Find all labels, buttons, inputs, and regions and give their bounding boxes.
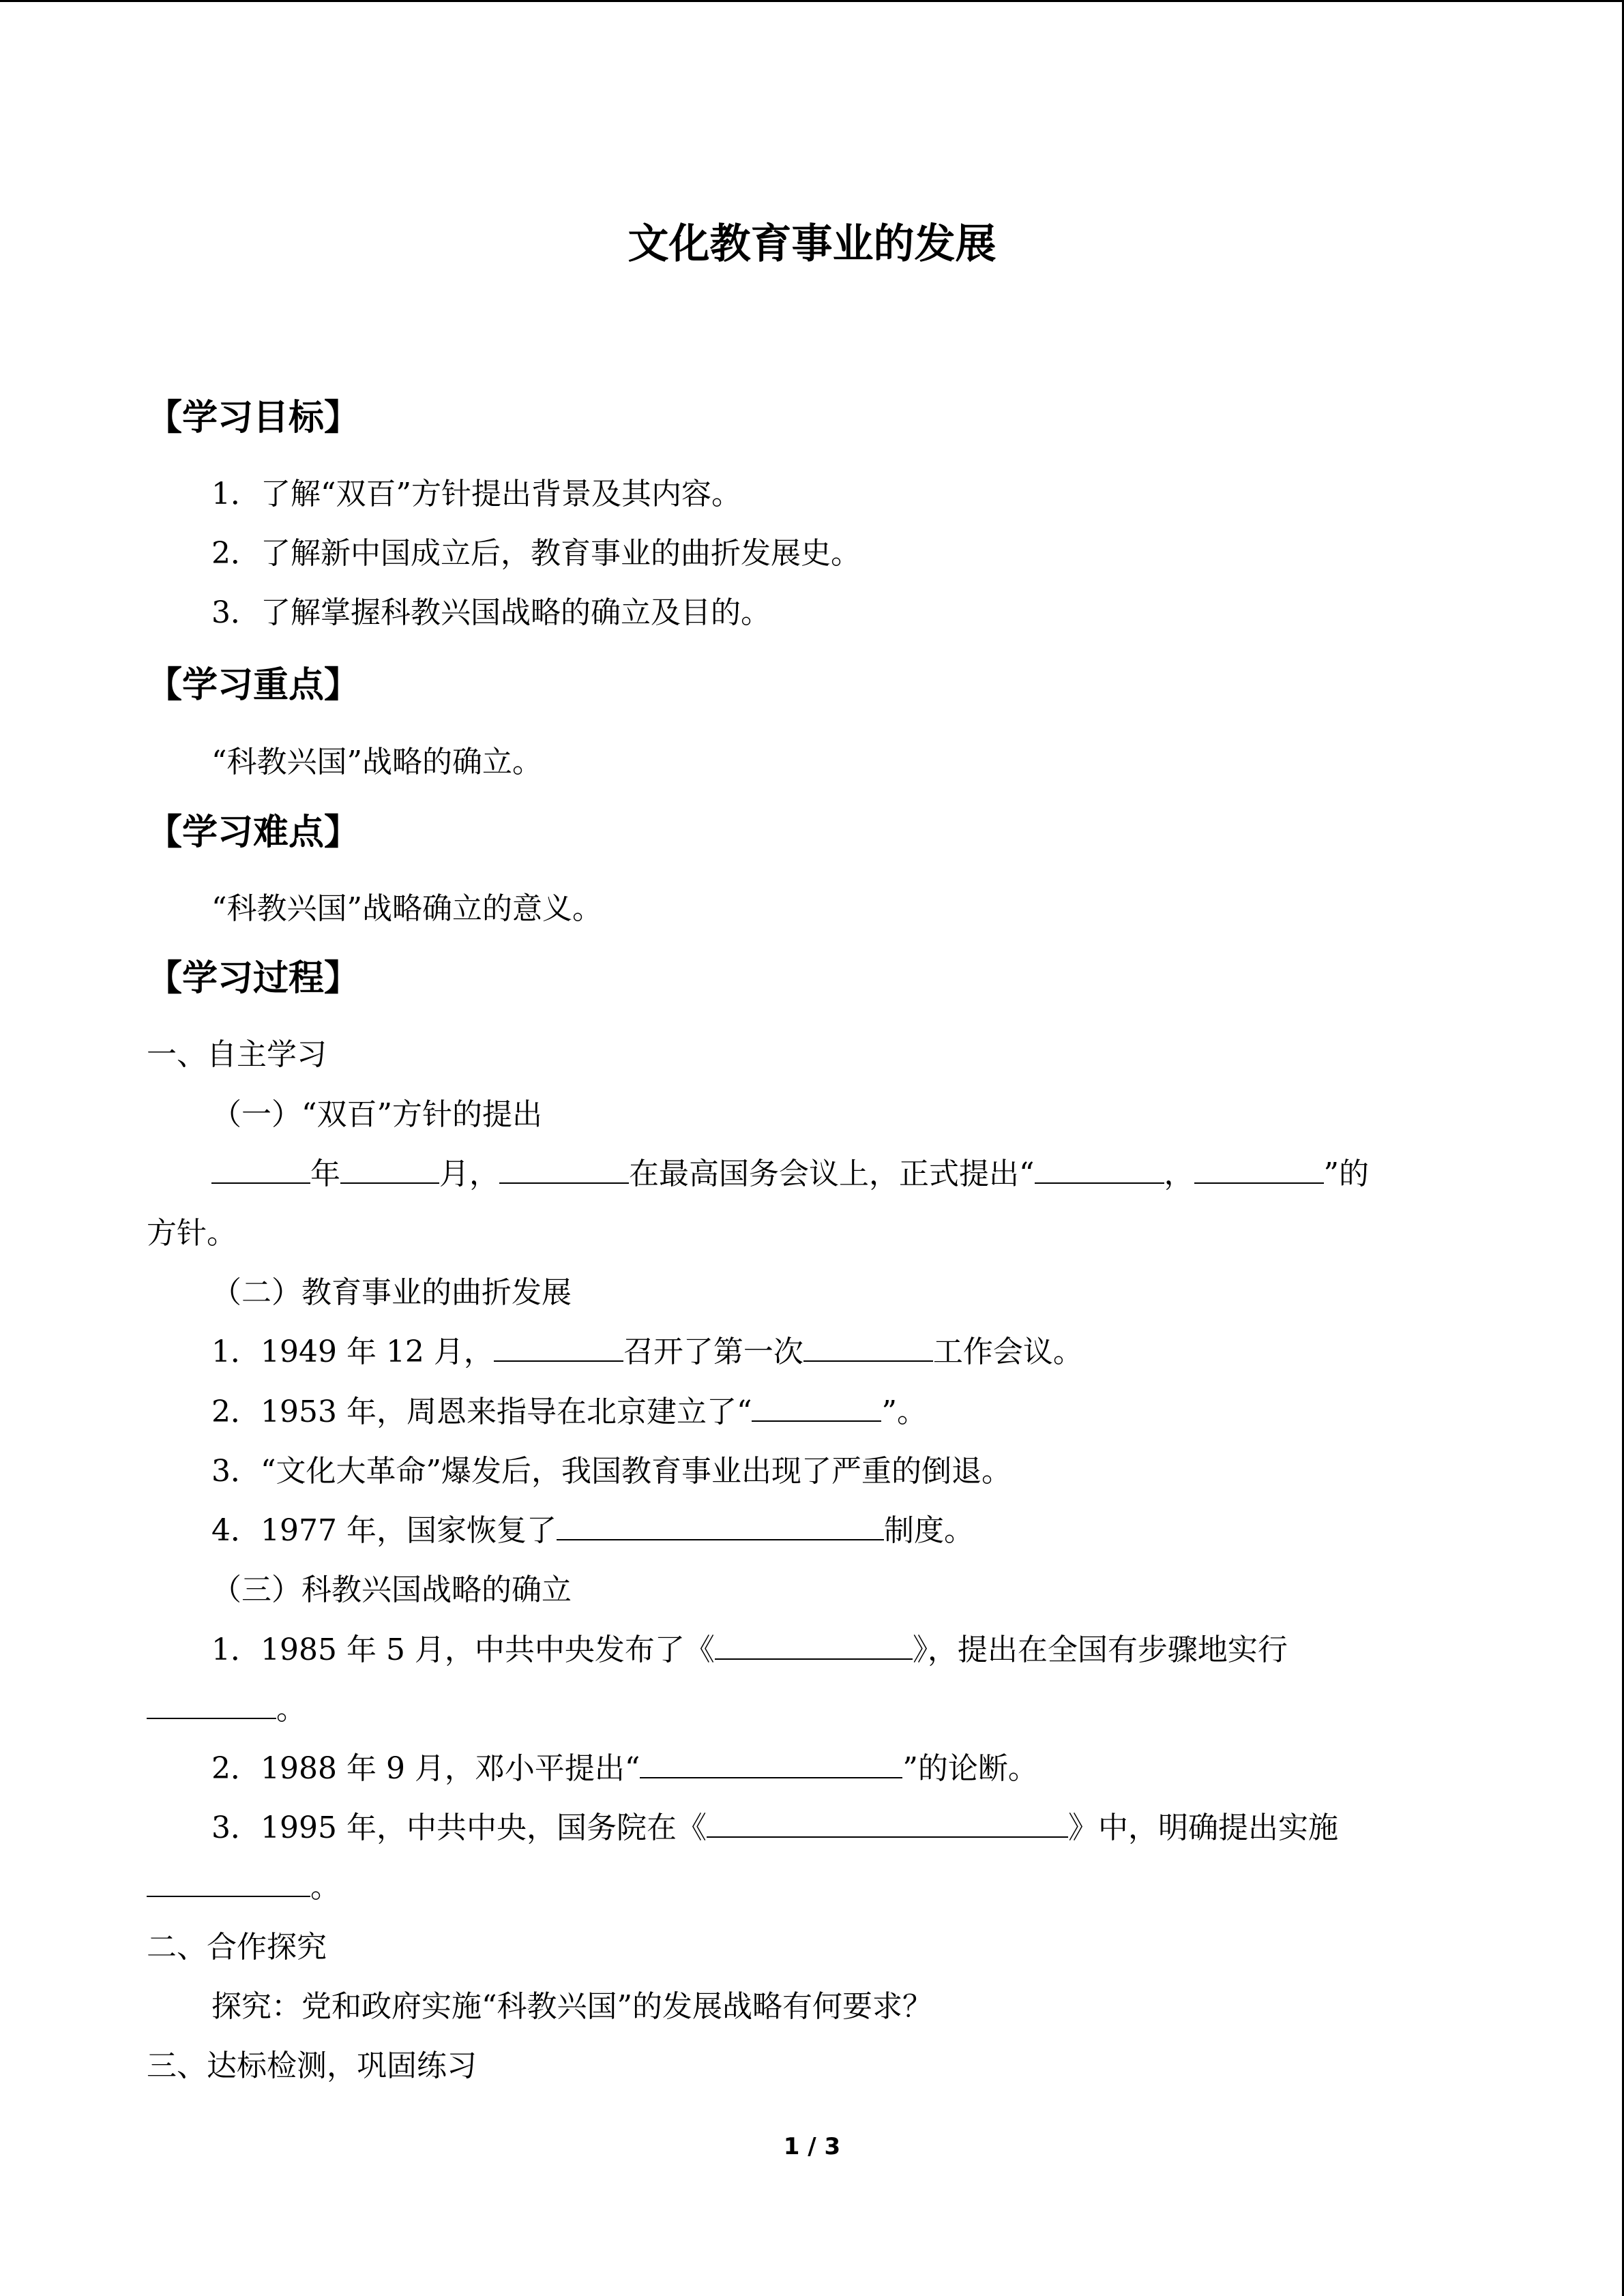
page-number: 1 / 3 xyxy=(783,2133,841,2160)
blank-month[interactable] xyxy=(340,1155,439,1184)
sub1-title: （一）“双百”方针的提出 xyxy=(211,1097,542,1132)
sub3-item-1: 1．1985 年 5 月，中共中央发布了《 》，提出在全国有步骤地实行 xyxy=(211,1632,1288,1667)
blank-1995-doc[interactable] xyxy=(707,1809,1068,1838)
blank-year[interactable] xyxy=(211,1155,310,1184)
heading-objectives: 【学习目标】 xyxy=(147,398,360,438)
sub3-item-1-cont: 。 xyxy=(147,1689,306,1730)
part2-text: 探究：党和政府实施“科教兴国”的发展战略有何要求？ xyxy=(211,1989,932,2024)
difficulties-text: “科教兴国”战略确立的意义。 xyxy=(211,891,602,926)
part1-title: 一、自主学习 xyxy=(147,1037,327,1072)
objective-item-2: 2．了解新中国成立后，教育事业的曲折发展史。 xyxy=(211,536,861,571)
objective-item-3: 3．了解掌握科教兴国战略的确立及目的。 xyxy=(211,595,771,630)
heading-difficulties: 【学习难点】 xyxy=(147,812,360,853)
key-points-text: “科教兴国”战略的确立。 xyxy=(211,745,542,779)
sub1-line2: 方针。 xyxy=(147,1216,237,1251)
sub3-item-2: 2．1988 年 9 月，邓小平提出“ ”的论断。 xyxy=(211,1751,1038,1786)
sub2-item-4: 4．1977 年，国家恢复了 制度。 xyxy=(211,1513,974,1548)
top-border xyxy=(0,0,1624,2)
sub2-item-3: 3．“文化大革命”爆发后，我国教育事业出现了严重的倒退。 xyxy=(211,1454,1012,1489)
blank-policy-2[interactable] xyxy=(1194,1155,1324,1184)
blank-1949-org[interactable] xyxy=(494,1333,623,1362)
sub1-fill-line: 年 月， 在最高国务会议上，正式提出“ ， ”的 xyxy=(211,1154,1369,1195)
sub3-item-3: 3．1995 年，中共中央，国务院在《 》中，明确提出实施 xyxy=(211,1810,1338,1845)
sub2-title: （二）教育事业的曲折发展 xyxy=(211,1275,572,1310)
blank-1985-doc[interactable] xyxy=(715,1631,913,1660)
heading-process: 【学习过程】 xyxy=(147,958,360,999)
blank-1953[interactable] xyxy=(752,1393,881,1422)
part2-title: 二、合作探究 xyxy=(147,1930,327,1965)
blank-person[interactable] xyxy=(499,1155,629,1184)
sub2-item-1: 1．1949 年 12 月， 召开了第一次 工作会议。 xyxy=(211,1335,1083,1369)
page-title: 文化教育事业的发展 xyxy=(628,220,996,268)
part3-title: 三、达标检测，巩固练习 xyxy=(147,2048,477,2083)
blank-1977[interactable] xyxy=(557,1512,884,1540)
blank-1949-meeting[interactable] xyxy=(803,1333,933,1362)
sub3-item-3-cont: 。 xyxy=(147,1867,340,1908)
blank-1995-strategy[interactable] xyxy=(147,1868,310,1897)
objective-item-1: 1．了解“双百”方针提出背景及其内容。 xyxy=(211,477,741,511)
blank-policy-1[interactable] xyxy=(1035,1155,1164,1184)
heading-key-points: 【学习重点】 xyxy=(147,665,360,706)
sub2-item-2: 2．1953 年，周恩来指导在北京建立了“ ”。 xyxy=(211,1395,927,1429)
sub3-title: （三）科教兴国战略的确立 xyxy=(211,1572,572,1607)
blank-1988[interactable] xyxy=(640,1750,902,1778)
blank-1985-policy[interactable] xyxy=(147,1690,276,1719)
